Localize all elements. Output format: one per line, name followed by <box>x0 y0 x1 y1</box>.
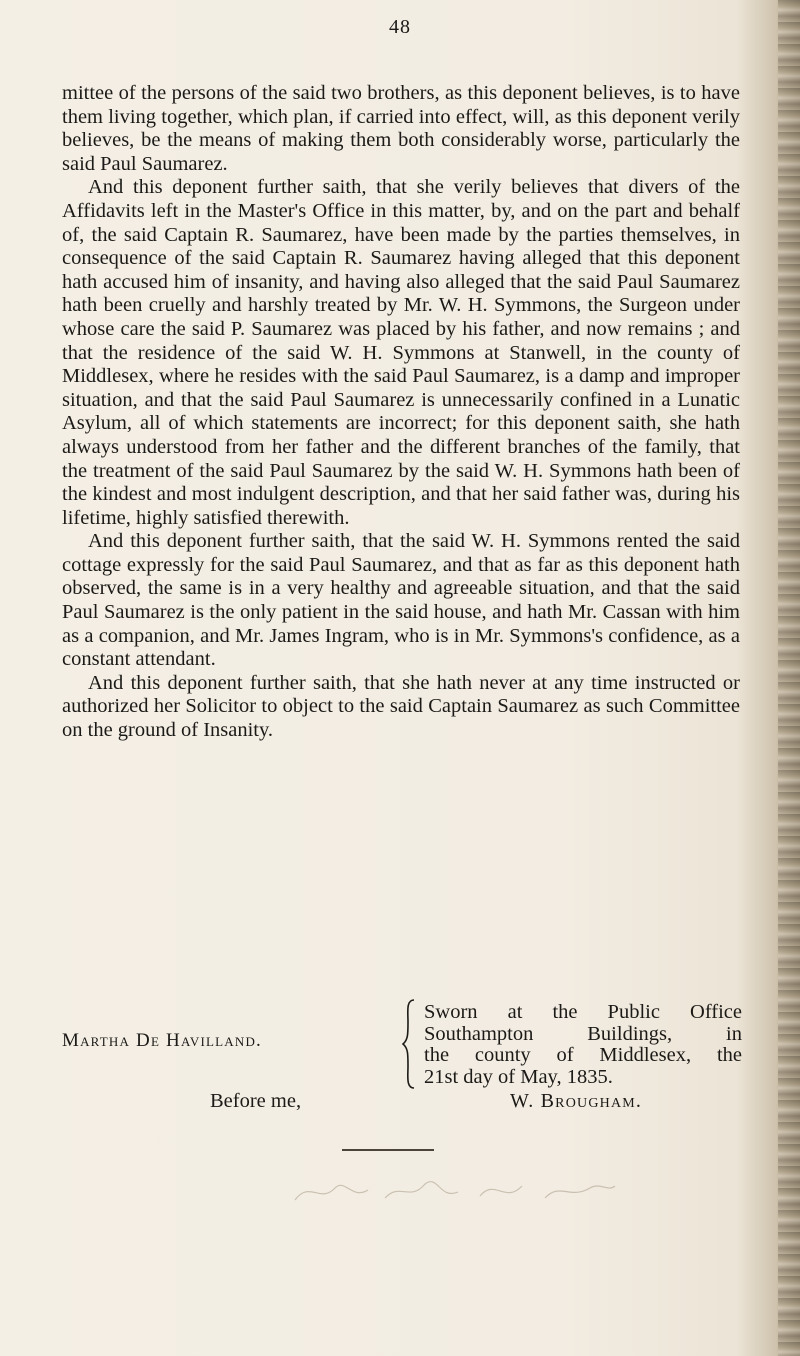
closing-rule <box>342 1149 434 1151</box>
faint-handwriting-mark <box>290 1170 620 1210</box>
curly-brace-icon <box>402 998 416 1090</box>
jurat-line: the county of Middlesex, the <box>424 1044 742 1066</box>
jurat-line: Sworn at the Public Office <box>424 1001 742 1023</box>
page-number: 48 <box>389 16 411 38</box>
paragraph-affidavits: And this deponent further saith, that she verily believes that divers of the Affidavits left in the Master's Office in this matter, by, and on the part and behalf of, the said Captain R. Saumarez, have been made by the parties themselves, in consequence of the said Captain R. Saumarez having alleged that this deponent hath accused him of insanity, and having also alleged that the said Paul Saumarez hath been cruelly and harshly treated by Mr. W. H. Symmons, the Surgeon under whose care the said P. Saumarez was placed by his father, and now remains ; and that the residence of the said W. H. Symmons at Stanwell, in the county of Middlesex, where he resides with the said Paul Saumarez, is a damp and improper situation, and that the said Paul Saumarez is unnecessarily confined in a Lunatic Asylum, all of which statements are incorrect; for this deponent saith, she hath always understood from her father and the different branches of the family, that the treatment of the said Paul Saumarez by the said W. H. Symmons hath been of the kindest and most indulgent description, and that her said father was, during his lifetime, highly satisfied therewith. <box>62 176 740 529</box>
commissioner-name: W. Brougham. <box>510 1090 643 1112</box>
deponent-signature: Martha De Havilland. <box>62 1030 262 1051</box>
jurat-line: Southampton Buildings, in <box>424 1022 742 1045</box>
affidavit-body <box>62 82 740 743</box>
before-me-label: Before me, <box>210 1090 302 1112</box>
jurat-line: 21st day of May, 1835. <box>424 1065 613 1088</box>
jurat-block <box>424 1002 742 1088</box>
page-edge-shadow <box>778 0 800 1356</box>
paragraph-cottage: And this deponent further saith, that the said W. H. Symmons rented the said cottage expressly for the said Paul Saumarez, and that as far as this deponent hath observed, the same is in a very healthy and agreeable situation, and that the said Paul Saumarez is the only patient in the said house, and hath Mr. Cassan with him as a companion, and Mr. James Ingram, who is in Mr. Symmons's confidence, as a constant attendant. <box>62 530 740 671</box>
paragraph-solicitor: And this deponent further saith, that she hath never at any time instructed or authorized her Solicitor to object to the said Captain Saumarez as such Committee on the ground of Insanity. <box>62 671 740 742</box>
paragraph-continuation: mittee of the persons of the said two brothers, as this deponent believes, is to have them living together, which plan, if carried into effect, will, as this deponent verily believes, be the means of making them both considerably worse, particularly the said Paul Saumarez. <box>62 82 740 175</box>
